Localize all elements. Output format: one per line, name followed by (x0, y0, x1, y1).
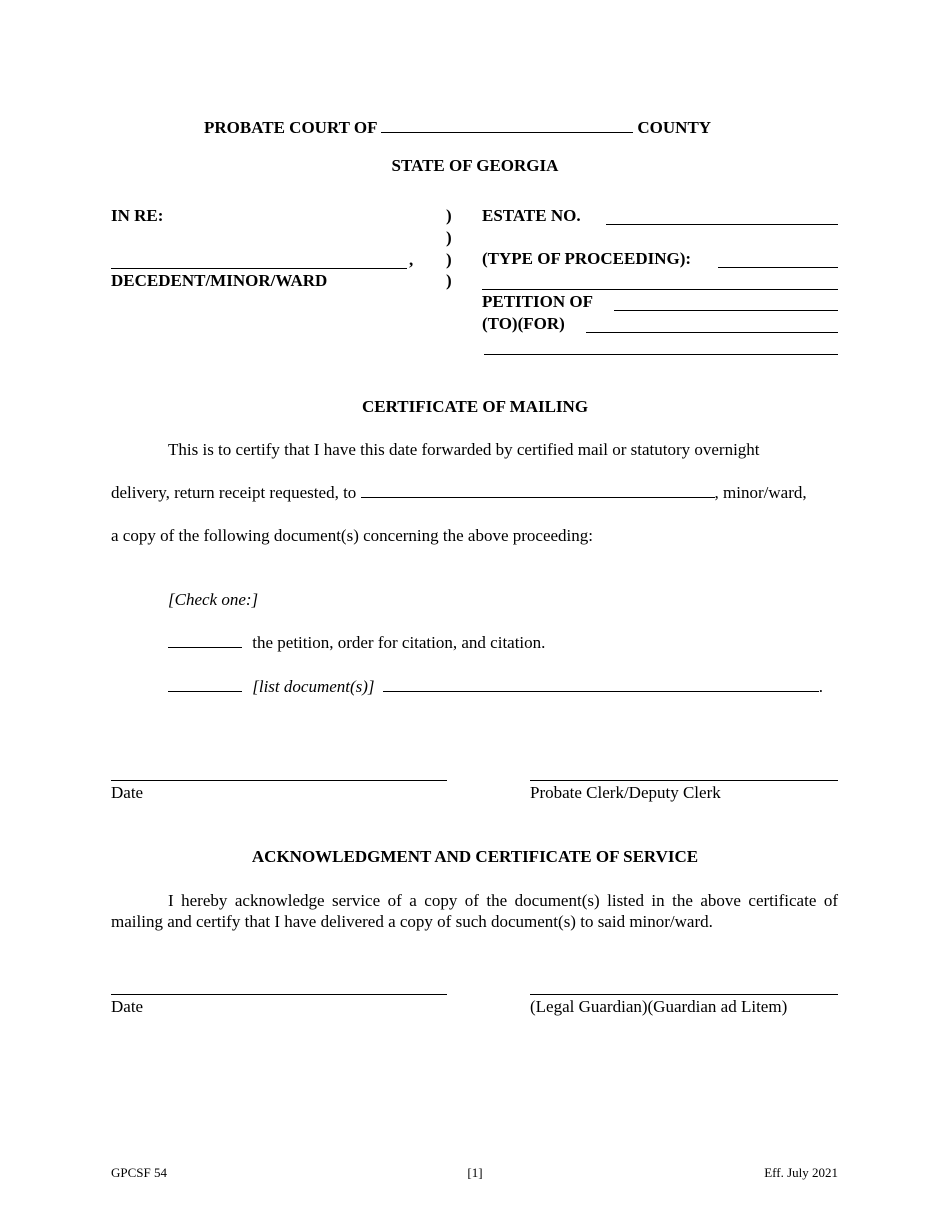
party-label: DECEDENT/MINOR/WARD (111, 271, 328, 290)
caption-paren: ) (446, 228, 452, 247)
certificate-title: CERTIFICATE OF MAILING (361, 397, 589, 416)
party-name-blank[interactable] (111, 268, 407, 269)
certificate-line-2-end: , minor/ward, (714, 483, 807, 502)
minor-ward-name-blank[interactable] (361, 483, 715, 498)
estate-no-label: ESTATE NO. (482, 206, 581, 225)
county-blank[interactable] (381, 118, 633, 133)
type-of-proceeding-blank-2[interactable] (482, 289, 838, 290)
type-of-proceeding-label: (TYPE OF PROCEEDING): (482, 249, 692, 268)
acknowledgment-text: I hereby acknowledge service of a copy of the document(s) listed in the above certificate of mailing and certify that I have delivered a copy of such document(s) to said minor/ward. (111, 891, 838, 931)
certificate-line-1: This is to certify that I have this date forwarded by certified mail or statutory overnight (168, 440, 760, 459)
documents-list-blank[interactable] (383, 677, 819, 692)
estate-no-blank[interactable] (606, 224, 838, 225)
party-comma: , (409, 250, 414, 269)
guardian-signature-label: (Legal Guardian)(Guardian ad Litem) (530, 997, 788, 1016)
option-petition (168, 633, 545, 653)
to-for-label: (TO)(FOR) (482, 314, 565, 333)
to-for-blank[interactable] (586, 332, 838, 333)
type-of-proceeding-blank[interactable] (718, 267, 838, 268)
court-prefix: PROBATE COURT OF (204, 118, 377, 137)
certificate-line-2 (111, 483, 807, 503)
effective-date: Eff. July 2021 (764, 1165, 838, 1180)
option-petition-checkbox[interactable] (168, 633, 242, 648)
certificate-line-3: a copy of the following document(s) concerning the above proceeding: (111, 526, 593, 545)
court-heading (204, 118, 711, 138)
caption-paren: ) (446, 250, 452, 269)
check-one-label: [Check one:] (168, 590, 259, 609)
option-list-label: [list document(s)] (252, 677, 375, 696)
page-number: [1] (467, 1165, 483, 1180)
acknowledgment-title: ACKNOWLEDGMENT AND CERTIFICATE OF SERVICE (251, 847, 699, 866)
service-date-label: Date (111, 997, 144, 1016)
in-re-label: IN RE: (111, 206, 164, 225)
petition-of-label: PETITION OF (482, 292, 593, 311)
option-list-checkbox[interactable] (168, 677, 242, 692)
option-list-documents (168, 677, 823, 697)
petition-of-blank[interactable] (614, 310, 838, 311)
caption-paren: ) (446, 271, 452, 290)
state-heading: STATE OF GEORGIA (391, 156, 559, 175)
clerk-signature-line[interactable] (530, 780, 838, 781)
form-id: GPCSF 54 (111, 1165, 167, 1180)
caption-paren: ) (446, 206, 452, 225)
court-suffix: COUNTY (637, 118, 712, 137)
clerk-signature-label: Probate Clerk/Deputy Clerk (530, 783, 721, 802)
mailing-date-line[interactable] (111, 780, 447, 781)
petition-blank-extra[interactable] (484, 354, 838, 355)
guardian-signature-line[interactable] (530, 994, 838, 995)
mailing-date-label: Date (111, 783, 144, 802)
option-list-period: . (818, 677, 824, 696)
certificate-line-2-start: delivery, return receipt requested, to (111, 483, 357, 502)
option-petition-label: the petition, order for citation, and citation. (252, 633, 546, 652)
service-date-line[interactable] (111, 994, 447, 995)
